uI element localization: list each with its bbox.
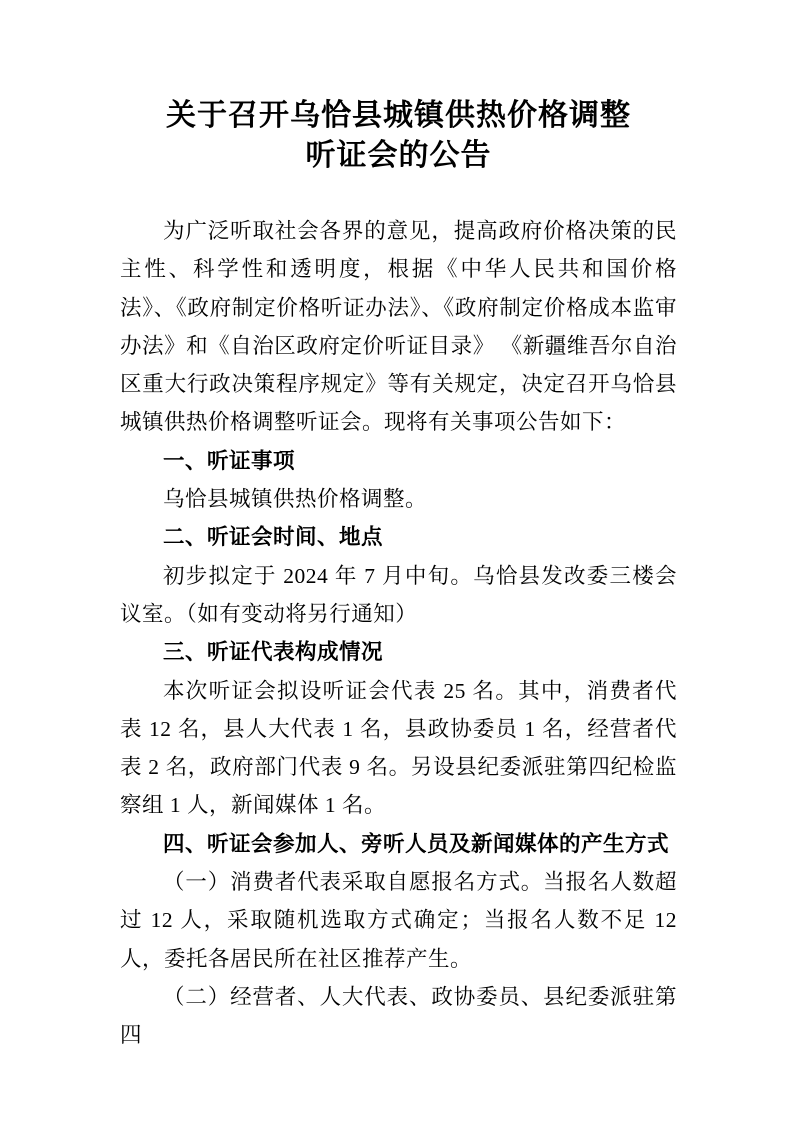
document-title-line-2: 听证会的公告 xyxy=(305,139,492,172)
section-heading-1: 一、听证事项 xyxy=(163,448,296,473)
paragraph-time-location: 初步拟定于 2024 年 7 月中旬。乌恰县发改委三楼会议室。（如有变动将另行通知） xyxy=(120,563,677,626)
section-heading-3: 三、听证代表构成情况 xyxy=(163,640,384,665)
paragraph-representatives: 本次听证会拟设听证会代表 25 名。其中，消费者代表 12 名，县人大代表 1 名，县政协委员 1 名，经营者代表 2 名，政府部门代表 9 名。另设县纪委派驻第四纪检监察组 1 人，新闻媒体 1 名。 xyxy=(120,678,677,818)
paragraph-hearing-subject: 乌恰县城镇供热价格调整。 xyxy=(163,487,428,512)
section-heading-4: 四、听证会参加人、旁听人员及新闻媒体的产生方式 xyxy=(163,831,670,856)
paragraph-intro: 为广泛听取社会各界的意见，提高政府价格决策的民主性、科学性和透明度，根据《中华人民共和国价格法》、《政府制定价格听证办法》、《政府制定价格成本监审办法》和《自治区政府定价听证目录》 《新疆维吾尔自治区重大行政决策程序规定》等有关规定，决定召开乌恰县城镇供热价格调整听证会。现将有关事项公告如下： xyxy=(120,219,677,435)
paragraph-consumer-selection: （一）消费者代表采取自愿报名方式。当报名人数超过 12 人，采取随机选取方式确定；当报名人数不足 12 人，委托各居民所在社区推荐产生。 xyxy=(120,870,677,971)
paragraph-operator-selection-truncated: （二）经营者、人大代表、政协委员、县纪委派驻第四 xyxy=(120,984,677,1048)
document-title xyxy=(120,96,677,176)
section-heading-2: 二、听证会时间、地点 xyxy=(163,525,384,550)
document-title-line-1: 关于召开乌恰县城镇供热价格调整 xyxy=(166,99,631,132)
